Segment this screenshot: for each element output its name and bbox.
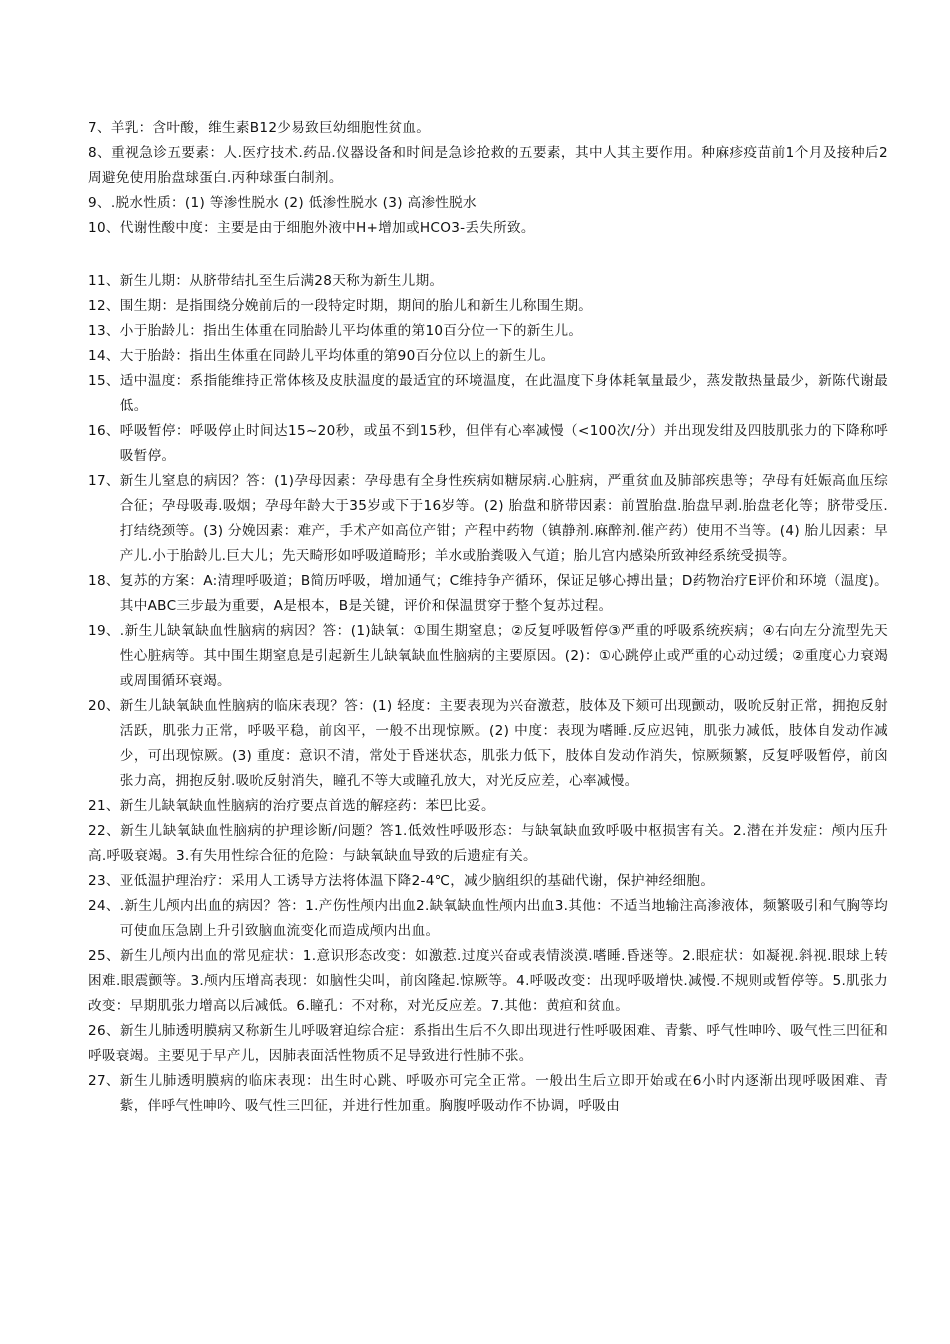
item-text: .新生儿颅内出血的病因？答：1.产伤性颅内出血2.缺氧缺血性颅内出血3.其他：不适当地输注高渗液体，频繁吸引和气胸等均可使血压急剧上升引致脑血流变化而造成颅内出血。 (119, 898, 888, 939)
item-text: 羊乳：含叶酸，维生素B12少易致巨幼细胞性贫血。 (110, 120, 431, 136)
list-item (88, 344, 888, 369)
item-number: 27、 (88, 1073, 120, 1089)
item-number: 12、 (88, 298, 120, 314)
list-item (88, 944, 888, 1019)
item-number: 10、 (88, 220, 120, 236)
item-number: 8、 (88, 145, 112, 161)
list-item (88, 419, 888, 469)
item-text: 新生儿缺氧缺血性脑病的临床表现？答：(1) 轻度：主要表现为兴奋激惹，肢体及下颏可出现颤动，吸吮反射正常，拥抱反射活跃，肌张力正常，呼吸平稳，前囟平，一般不出现惊厥。(2) 中度：表现为嗜睡.反应迟钝，肌张力减低，肢体自发动作减少，可出现惊厥。(3) 重度：意识不清，常处于昏迷状态，肌张力低下，肢体自发动作消失，惊厥频繁，反复呼吸暂停，前囟张力高，拥抱反射.吸吮反射消失，瞳孔不等大或瞳孔放大，对光反应差，心率减慢。 (119, 698, 888, 789)
document-body (88, 116, 888, 1119)
item-text: 新生儿期：从脐带结扎至生后满28天称为新生儿期。 (119, 273, 444, 289)
item-number: 9、 (88, 195, 111, 211)
item-text: 大于胎龄：指出生体重在同龄儿平均体重的第90百分位以上的新生儿。 (119, 348, 555, 364)
item-number: 18、 (88, 573, 120, 589)
list-item (88, 319, 888, 344)
item-text: 呼吸暂停：呼吸停止时间达15~20秒，或虽不到15秒，但伴有心率减慢（<100次/分）并出现发绀及四肢肌张力的下降称呼吸暂停。 (119, 423, 888, 464)
item-text: .新生儿缺氧缺血性脑病的病因？答：(1)缺氧：①围生期窒息；②反复呼吸暂停③严重的呼吸系统疾病；④右向左分流型先天性心脏病等。其中围生期窒息是引起新生儿缺氧缺血性脑病的主要原因。(2)：①心跳停止或严重的心动过缓；②重度心力衰竭或周围循环衰竭。 (119, 623, 888, 689)
list-item (88, 141, 888, 191)
item-text: 新生儿肺透明膜病又称新生儿呼吸窘迫综合症：系指出生后不久即出现进行性呼吸困难、青紫、呼气性呻吟、吸气性三凹征和呼吸衰竭。主要见于早产儿，因肺表面活性物质不足导致进行性肺不张。 (88, 1023, 888, 1064)
item-number: 19、 (88, 623, 120, 639)
list-item (88, 116, 888, 141)
item-number: 21、 (88, 798, 120, 814)
item-text: 复苏的方案：A:清理呼吸道；B简历呼吸，增加通气；C维持争产循环，保证足够心搏出量；D药物治疗E评价和环境（温度)。其中ABC三步最为重要，A是根本，B是关键，评价和保温贯穿于整个复苏过程。 (119, 573, 888, 614)
item-text: 新生儿缺氧缺血性脑病的治疗要点首选的解痉药：苯巴比妥。 (119, 798, 495, 814)
item-number: 11、 (88, 273, 120, 289)
item-text: 新生儿窒息的病因？答：(1)孕母因素：孕母患有全身性疾病如糖尿病.心脏病，严重贫血及肺部疾患等；孕母有妊娠高血压综合征；孕母吸毒.吸烟；孕母年龄大于35岁或下于16岁等。(2) 胎盘和脐带因素：前置胎盘.胎盘早剥.胎盘老化等；脐带受压.打结绕颈等。(3) 分娩因素：难产，手术产如高位产钳；产程中药物（镇静剂.麻醉剂.催产药）使用不当等。(4) 胎儿因素：早产儿.小于胎龄儿.巨大儿；先天畸形如呼吸道畸形；羊水或胎粪吸入气道；胎儿宫内感染所致神经系统受损等。 (119, 473, 888, 564)
list-item (88, 1069, 888, 1119)
item-number: 20、 (88, 698, 120, 714)
item-text: 重视急诊五要素：人.医疗技术.药品.仪器设备和时间是急诊抢救的五要素，其中人其主要作用。种麻疹疫苗前1个月及接种后2周避免使用胎盘球蛋白.丙种球蛋白制剂。 (88, 145, 889, 186)
item-number: 14、 (88, 348, 120, 364)
list-item (88, 694, 888, 794)
item-number: 15、 (88, 373, 120, 389)
item-text: .脱水性质：(1) 等渗性脱水 (2) 低渗性脱水 (3) 高渗性脱水 (110, 195, 477, 211)
item-number: 7、 (88, 120, 111, 136)
item-text: 小于胎龄儿：指出生体重在同胎龄儿平均体重的第10百分位一下的新生儿。 (119, 323, 583, 339)
list-item (88, 1019, 888, 1069)
item-text: 适中温度：系指能维持正常体核及皮肤温度的最适宜的环境温度，在此温度下身体耗氧量最少，蒸发散热量最少，新陈代谢最低。 (119, 373, 888, 414)
list-item (88, 369, 888, 419)
list-item (88, 869, 888, 894)
item-number: 25、 (88, 948, 121, 964)
item-text: 亚低温护理治疗：采用人工诱导方法将体温下降2-4℃，减少脑组织的基础代谢，保护神经细胞。 (119, 873, 715, 889)
item-text: 新生儿颅内出血的常见症状：1.意识形态改变：如激惹.过度兴奋或表情淡漠.嗜睡.昏迷等。2.眼症状：如凝视.斜视.眼球上转困难.眼震颤等。3.颅内压增高表现：如脑性尖叫，前囟隆起.惊厥等。4.呼吸改变：出现呼吸增快.减慢.不规则或暂停等。5.肌张力改变：早期肌张力增高以后减低。6.瞳孔：不对称，对光反应差。7.其他：黄疸和贫血。 (88, 948, 888, 1014)
list-item (88, 469, 888, 569)
item-number: 26、 (88, 1023, 120, 1039)
item-number: 17、 (88, 473, 120, 489)
list-item (88, 894, 888, 944)
item-number: 22、 (88, 823, 121, 839)
item-text: 代谢性酸中度：主要是由于细胞外液中H+增加或HCO3-丢失所致。 (119, 220, 535, 236)
item-text: 新生儿肺透明膜病的临床表现：出生时心跳、呼吸亦可完全正常。一般出生后立即开始或在6小时内逐渐出现呼吸困难、青紫，伴呼气性呻吟、吸气性三凹征，并进行性加重。胸腹呼吸动作不协调，呼吸由 (119, 1073, 888, 1114)
list-item (88, 269, 888, 294)
list-item (88, 819, 888, 869)
item-number: 13、 (88, 323, 120, 339)
item-number: 23、 (88, 873, 120, 889)
list-item (88, 619, 888, 694)
list-item (88, 216, 888, 241)
list-item (88, 294, 888, 319)
item-text: 新生儿缺氧缺血性脑病的护理诊断/问题？答1.低效性呼吸形态：与缺氧缺血致呼吸中枢损害有关。2.潜在并发症：颅内压升高.呼吸衰竭。3.有失用性综合征的危险：与缺氧缺血导致的后遗症有关。 (88, 823, 888, 864)
list-item (88, 794, 888, 819)
item-number: 24、 (88, 898, 120, 914)
list-item (88, 569, 888, 619)
item-text: 围生期：是指围绕分娩前后的一段特定时期，期间的胎儿和新生儿称围生期。 (119, 298, 593, 314)
item-number: 16、 (88, 423, 120, 439)
list-item (88, 191, 888, 216)
section-gap (88, 241, 888, 269)
